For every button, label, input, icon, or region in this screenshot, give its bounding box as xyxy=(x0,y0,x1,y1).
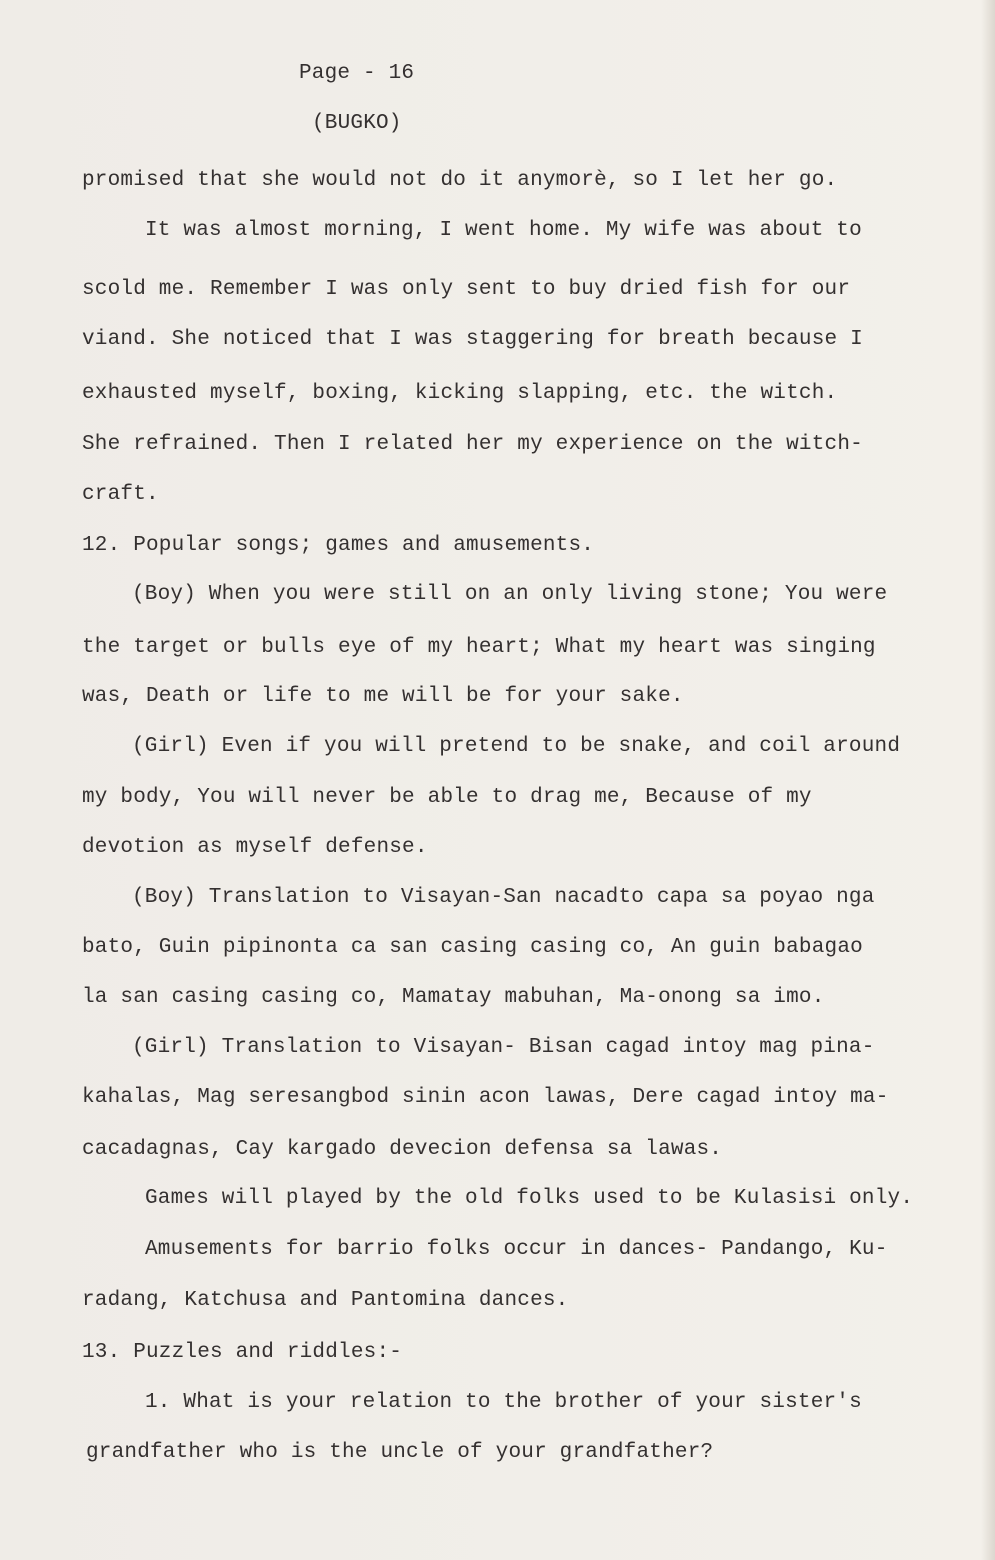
text-line: Games will played by the old folks used to be Kulasisi only. xyxy=(145,1187,914,1210)
text-line: (Girl) Translation to Visayan- Bisan cagad intoy mag pina- xyxy=(132,1036,875,1059)
text-line: promised that she would not do it anymorè, so I let her go. xyxy=(82,169,838,192)
text-line: It was almost morning, I went home. My wife was about to xyxy=(145,219,862,242)
text-line: (Boy) When you were still on an only living stone; You were xyxy=(132,583,888,606)
text-line: cacadagnas, Cay kargado devecion defensa sa lawas. xyxy=(82,1138,723,1161)
text-line: scold me. Remember I was only sent to buy dried fish for our xyxy=(82,278,851,301)
text-line: was, Death or life to me will be for your sake. xyxy=(82,685,684,708)
text-line: Amusements for barrio folks occur in dances- Pandango, Ku- xyxy=(145,1238,888,1261)
text-line: kahalas, Mag seresangbod sinin acon lawas, Dere cagad intoy ma- xyxy=(82,1086,889,1109)
text-line: la san casing casing co, Mamatay mabuhan, Ma-onong sa imo. xyxy=(82,986,825,1009)
text-line: She refrained. Then I related her my experience on the witch- xyxy=(82,433,863,456)
text-line: viand. She noticed that I was staggering for breath because I xyxy=(82,328,863,351)
text-line: my body, You will never be able to drag me, Because of my xyxy=(82,786,812,809)
text-line: the target or bulls eye of my heart; What my heart was singing xyxy=(82,636,876,659)
text-line: (Girl) Even if you will pretend to be snake, and coil around xyxy=(132,735,901,758)
text-line: bato, Guin pipinonta ca san casing casing co, An guin babagao xyxy=(82,936,863,959)
text-line: grandfather who is the uncle of your grandfather? xyxy=(86,1441,714,1464)
section-heading: 13. Puzzles and riddles:- xyxy=(82,1341,403,1364)
text-line: devotion as myself defense. xyxy=(82,836,428,859)
text-line: exhausted myself, boxing, kicking slapping, etc. the witch. xyxy=(82,382,838,405)
section-heading: 12. Popular songs; games and amusements. xyxy=(82,534,595,557)
section-title: (BUGKO) xyxy=(312,112,402,135)
text-line: 1. What is your relation to the brother of your sister's xyxy=(145,1391,862,1414)
text-line: radang, Katchusa and Pantomina dances. xyxy=(82,1289,569,1312)
text-line: (Boy) Translation to Visayan-San nacadto capa sa poyao nga xyxy=(132,886,875,909)
page-number: Page - 16 xyxy=(299,62,415,85)
text-line: craft. xyxy=(82,483,159,506)
